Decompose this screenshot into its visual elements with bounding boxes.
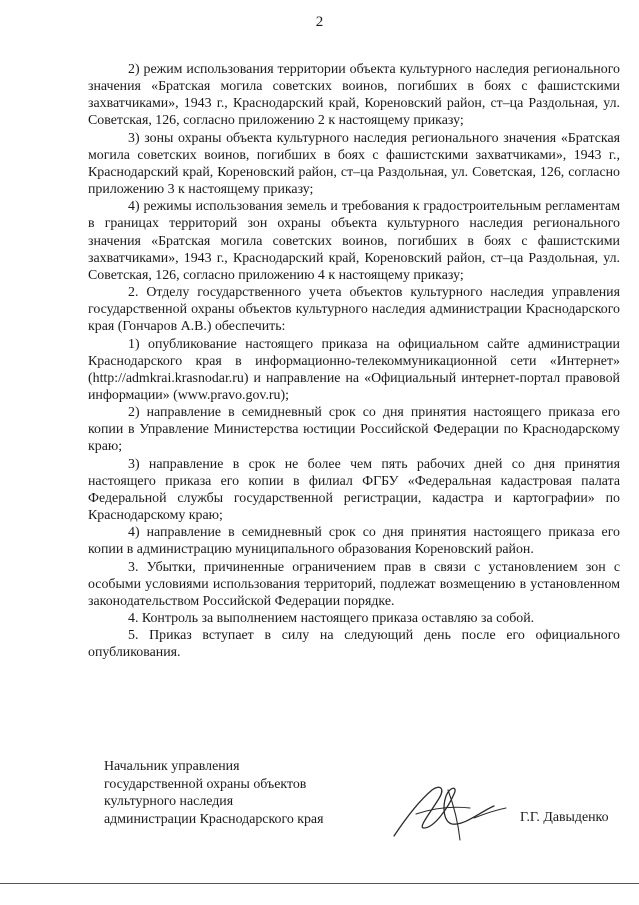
paragraph-clause-4-control: 4. Контроль за выполнением настоящего приказа оставляю за собой. bbox=[128, 611, 535, 626]
signatory-position-line: государственной охраны объектов bbox=[104, 776, 307, 792]
signatory-position-line: администрации Краснодарского края bbox=[104, 811, 324, 827]
paragraph-item-2-territory-regime: 2) режим использования территории объекта культурного наследия регионального значения «Братская могила советских воинов, погибших в боях с фашистскими захватчиками», 1943 г., Краснодарский край, Кореновский район, ст–ца Раздольная, ул. Советская, 126, согласно приложению 2 к настоящему приказу; bbox=[88, 62, 620, 129]
paragraph-clause-2-duties: 2. Отделу государственного учета объектов культурного наследия управления государственной охраны объектов культурного наследия администрации Краснодарского края (Гончаров А.В.) обеспечить: bbox=[88, 285, 620, 335]
paragraph-item-3-protection-zones: 3) зоны охраны объекта культурного наследия регионального значения «Братская могила советских воинов, погибших в боях с фашистскими захватчиками», 1943 г., Краснодарский край, Кореновский район, ст–ца Раздольная, ул. Советская, 126, согласно приложению 3 к настоящему приказу; bbox=[88, 130, 620, 198]
signatory-position-line: культурного наследия bbox=[104, 794, 234, 809]
paragraph-duty-3-cadastral-chamber: 3) направление в срок не более чем пять рабочих дней со дня принятия настоящего приказа его копии в филиал ФГБУ «Федеральная кадастровая палата Федеральной службы государственной регистрации, кадастра и картографии» по Краснодарскому краю; bbox=[88, 456, 620, 524]
document-body bbox=[88, 61, 620, 661]
signatory-position-line: Начальник управления bbox=[104, 759, 240, 774]
bottom-divider bbox=[0, 883, 639, 884]
page-number: 2 bbox=[315, 14, 324, 30]
paragraph-clause-3-losses: 3. Убытки, причиненные ограничением прав в связи с установлением зон с особыми условиями использования территорий, подлежат возмещению в установленном законодательством Российской Федерации порядке. bbox=[88, 559, 620, 609]
paragraph-clause-5-effect: 5. Приказ вступает в силу на следующий день после его официального опубликования. bbox=[88, 628, 620, 661]
paragraph-duty-2-justice-ministry: 2) направление в семидневный срок со дня принятия настоящего приказа его копии в Управление Министерства юстиции Российской Федерации по Краснодарскому краю; bbox=[88, 405, 620, 455]
paragraph-duty-4-municipality: 4) направление в семидневный срок со дня принятия настоящего приказа его копии в администрацию муниципального образования Кореновский район. bbox=[88, 525, 620, 558]
paragraph-item-4-land-use-regimes: 4) режимы использования земель и требования к градостроительным регламентам в границах территорий зон охраны объекта культурного наследия регионального значения «Братская могила советских воинов, погибших в боях с фашистскими захватчиками», 1943 г., Краснодарский край, Кореновский район, ст–ца Раздольная, ул. Советская, 126, согласно приложению 4 к настоящему приказу; bbox=[88, 199, 620, 283]
paragraph-duty-1-publication: 1) опубликование настоящего приказа на официальном сайте администрации Краснодарского края в информационно-телекоммуникационной сети «Интернет» (http://admkrai.krasnodar.ru) и направление на «Официальный интернет-портал правовой информации» (www.pravo.gov.ru); bbox=[88, 336, 620, 403]
signatory-name: Г.Г. Давыденко bbox=[520, 810, 609, 825]
handwritten-signature bbox=[388, 778, 512, 844]
signatory-position bbox=[104, 758, 323, 828]
